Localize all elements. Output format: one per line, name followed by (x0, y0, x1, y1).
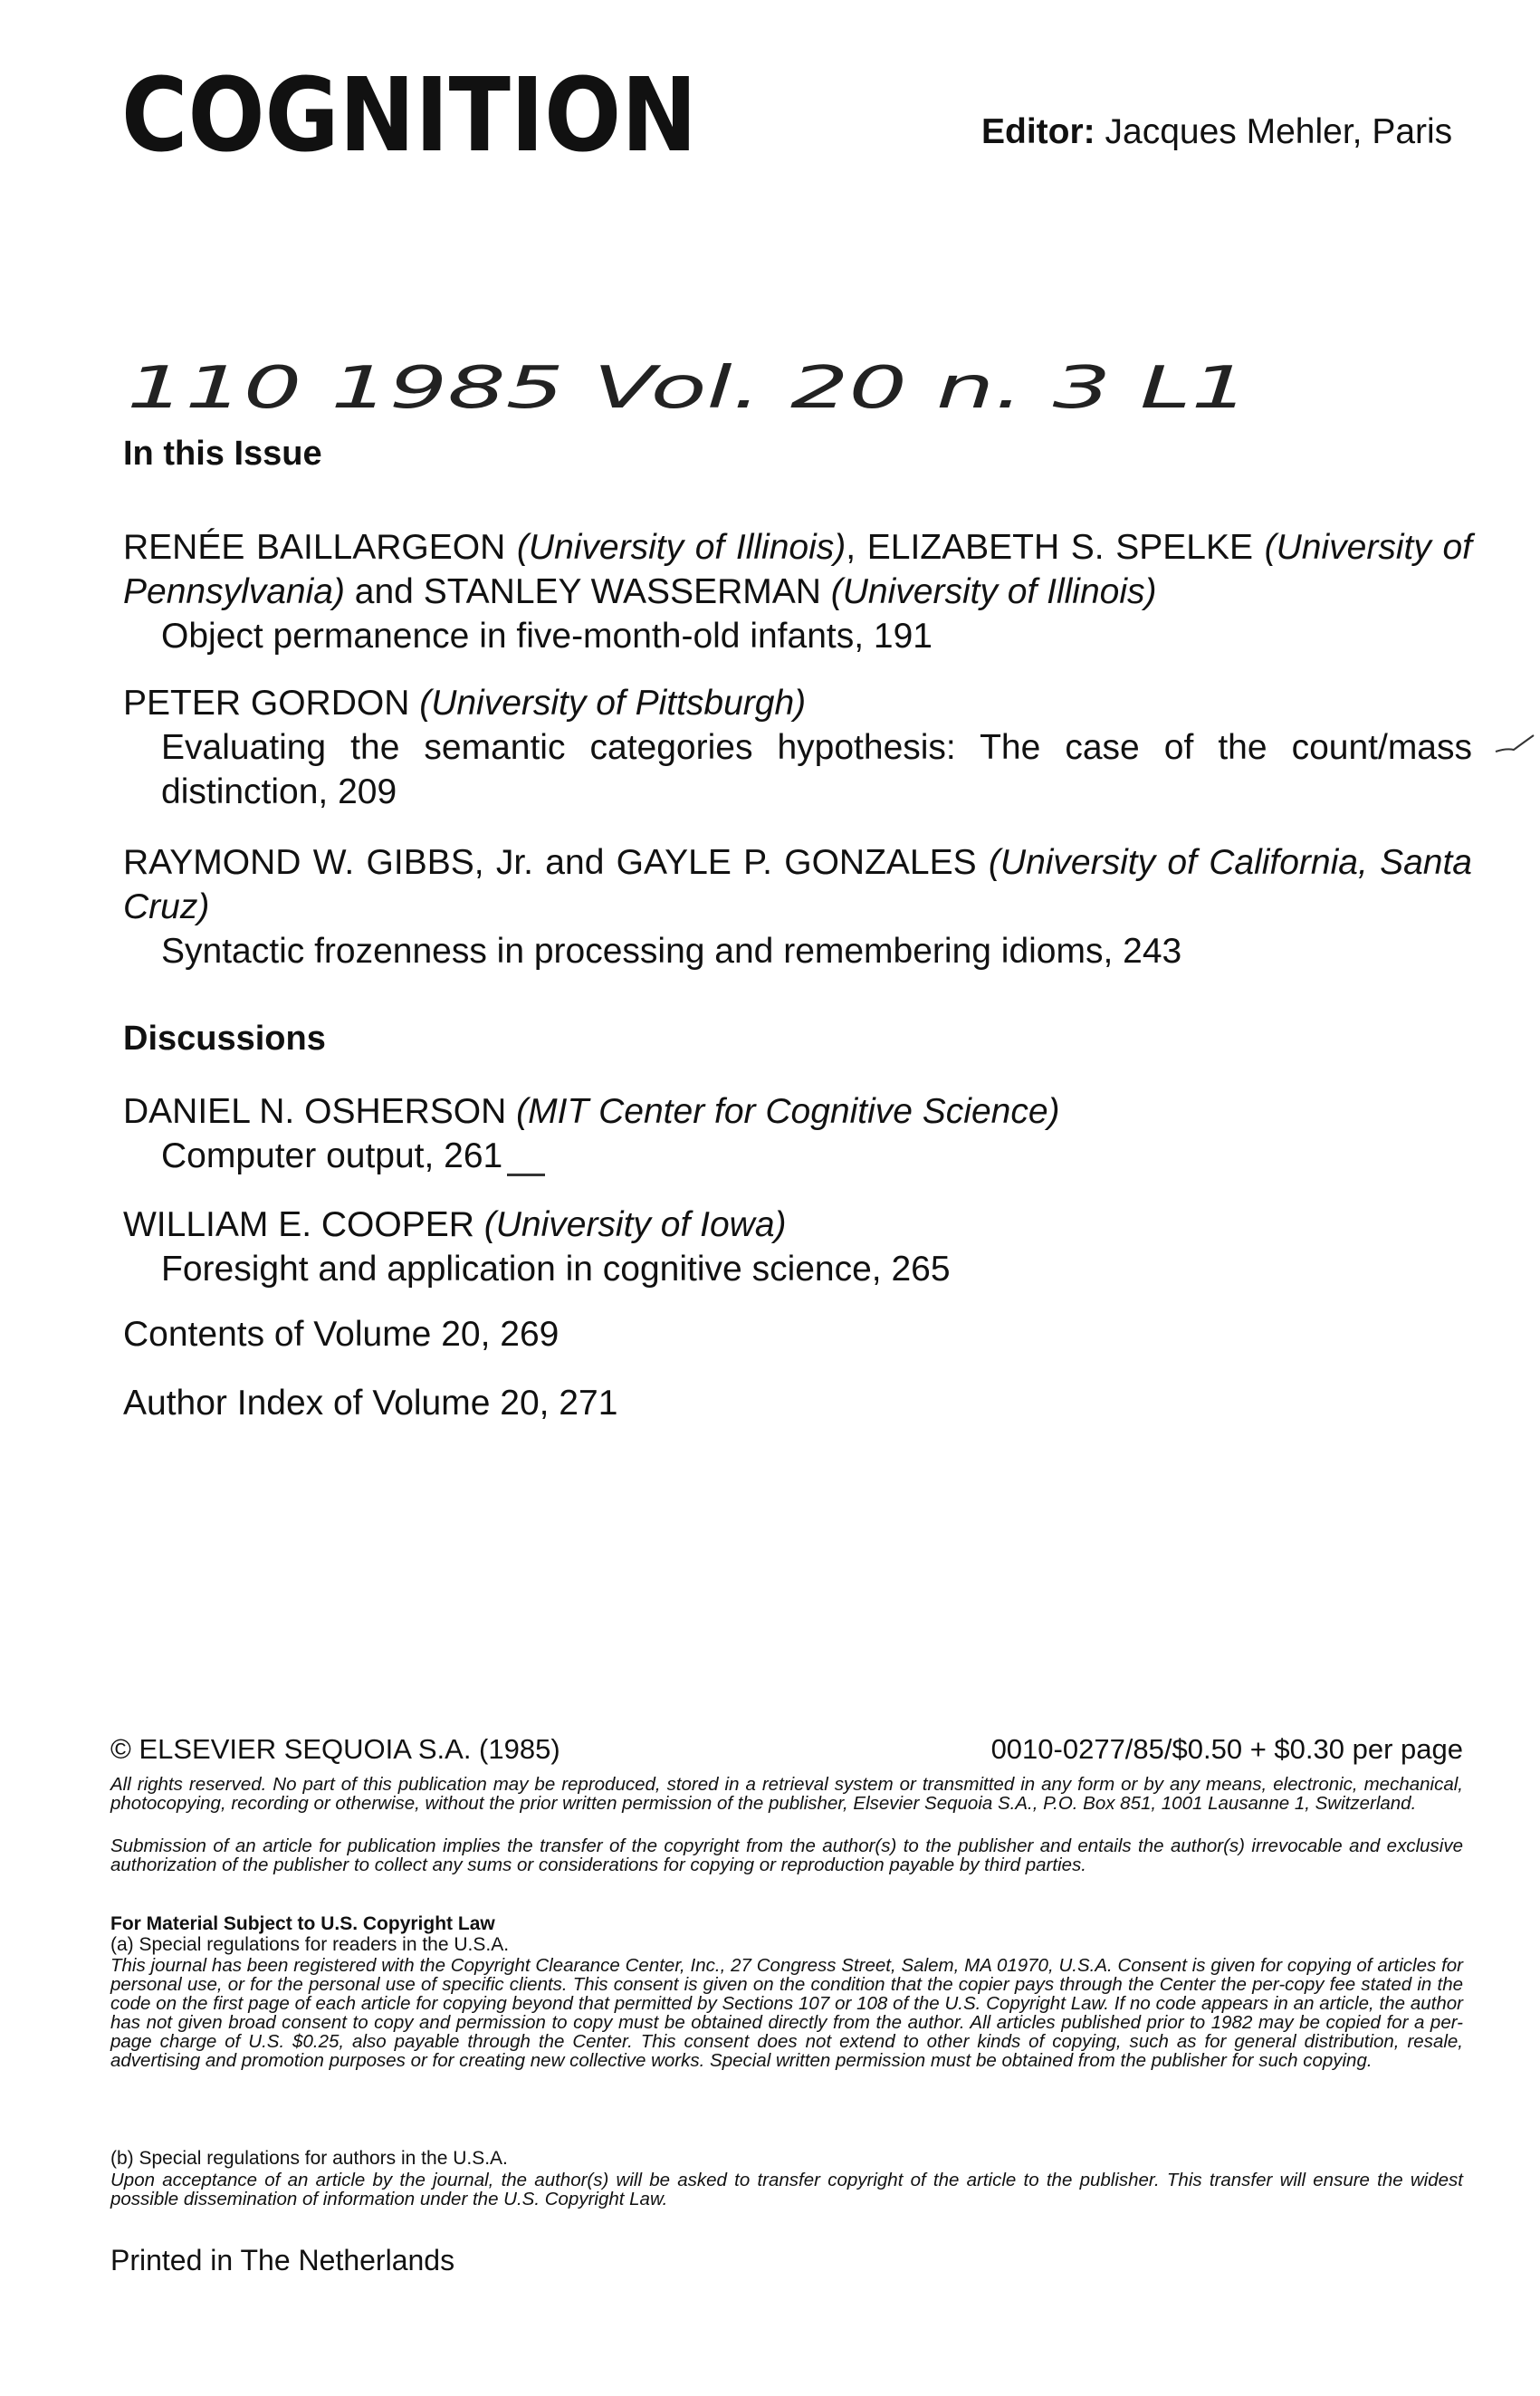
discussion-entry (123, 1089, 1472, 1178)
editor-line (981, 112, 1452, 152)
article-authors (123, 840, 1472, 929)
author-names: , ELIZABETH S. SPELKE (846, 528, 1265, 567)
svg-text:COGNITION: COGNITION (121, 57, 697, 175)
pen-stroke (507, 1174, 545, 1176)
article-title: Syntactic frozenness in processing and remembering idioms, 243 (161, 932, 1182, 971)
submission-notice: Submission of an article for publication implies the transfer of the copyright from the author(s) to the publisher and entails the author(s) irrevocable and exclusive authorization of the publisher to collect any sums or considerations for copying or reproduction payable by third parties. (110, 1835, 1463, 1875)
article-entry (123, 840, 1472, 973)
handwritten-note (127, 351, 1267, 424)
author-names: RENÉE BAILLARGEON (123, 528, 517, 567)
rights-notice: All rights reserved. No part of this publication may be reproduced, stored in a retrieval system or transmitted in any form or by any means, electronic, mechanical, photocopying, recording or otherwise, without the prior written permission of the publisher, Elsevier Sequoia S.A., P.O. Box 851, 1001 Lausanne 1, Switzerland. (110, 1774, 1463, 1814)
copyright-holder: © ELSEVIER SEQUOIA S.A. (1985) (110, 1733, 560, 1765)
authors-regulations-heading: (b) Special regulations for authors in the U.S.A. (110, 2148, 508, 2169)
author-index: Author Index of Volume 20, 271 (123, 1384, 618, 1423)
contents-of-volume: Contents of Volume 20, 269 (123, 1315, 560, 1354)
affiliation: (University of Illinois) (830, 572, 1157, 611)
affiliation: (MIT Center for Cognitive Science) (516, 1092, 1060, 1131)
discussion-entry (123, 1203, 1472, 1291)
article-authors (123, 681, 1472, 725)
discussion-authors (123, 1203, 1472, 1247)
author-names: DANIEL N. OSHERSON (123, 1092, 517, 1131)
article-title: Evaluating the semantic categories hypothesis: The case of the count/mass distinction, 209 (161, 728, 1472, 811)
authors-regulations-text: Upon acceptance of an article by the journal, the author(s) will be asked to transfer copyright of the article to the publisher. This transfer will ensure the widest possible dissemination of information under the U.S. Copyright Law. (110, 2170, 1463, 2209)
svg-text:110 1985 Vol. 20 n. 3 L1: 110 1985 Vol. 20 n. 3 L1 (127, 355, 1249, 422)
article-entry (123, 681, 1472, 814)
affiliation: (University of Pittsburgh) (419, 684, 807, 723)
discussion-title: Computer output, 261 (161, 1136, 503, 1175)
readers-regulations-heading: (a) Special regulations for readers in the U.S.A. (110, 1934, 510, 1955)
fee-code: 0010-0277/85/$0.50 + $0.30 per page (990, 1733, 1463, 1765)
journal-logo (121, 57, 701, 175)
printed-in: Printed in The Netherlands (110, 2244, 455, 2276)
affiliation: (University of Pennsylvania) (123, 528, 1473, 611)
in-this-issue-heading: In this Issue (123, 435, 322, 473)
affiliation: (University of Illinois) (516, 528, 847, 567)
discussions-heading: Discussions (123, 1020, 326, 1058)
editor-name: Jacques Mehler, Paris (1105, 112, 1453, 151)
copyright-line (110, 1733, 1463, 1766)
author-names: PETER GORDON (123, 684, 420, 723)
us-copyright-heading: For Material Subject to U.S. Copyright Law (110, 1913, 495, 1934)
author-names: WILLIAM E. COOPER (123, 1205, 484, 1244)
article-authors (123, 525, 1472, 614)
author-names: RAYMOND W. GIBBS, Jr. and GAYLE P. GONZALES (123, 843, 989, 882)
article-entry (123, 525, 1472, 658)
editor-label: Editor: (981, 112, 1095, 151)
discussion-title: Foresight and application in cognitive science, 265 (161, 1250, 951, 1289)
discussion-authors (123, 1089, 1472, 1134)
margin-check-mark (1494, 724, 1535, 761)
affiliation: (University of Iowa) (483, 1205, 787, 1244)
article-title: Object permanence in five-month-old infants, 191 (161, 617, 933, 656)
readers-regulations-text: This journal has been registered with the Copyright Clearance Center, Inc., 27 Congress Street, Salem, MA 01970, U.S.A. Consent is given for copying of articles for personal use, or for the personal use of specific clients. This consent is given on the condition that the copier pays through the Center the per-copy fee stated in the code on the first page of each article for copying beyond that permitted by Sections 107 or 108 of the U.S. Copyright Law. If no code appears in an article, the author has not given broad consent to copy and permission to copy must be obtained directly from the author. All articles published prior to 1982 may be copied for a per-page charge of U.S. $0.25, also payable through the Center. This consent does not extend to other kinds of copying, such as for general distribution, resale, advertising and promotion purposes or for creating new collective works. Special written permission must be obtained from the publisher for such copying. (110, 1955, 1463, 2071)
author-names: and STANLEY WASSERMAN (344, 572, 831, 611)
affiliation: (University of California, Santa Cruz) (123, 843, 1472, 926)
